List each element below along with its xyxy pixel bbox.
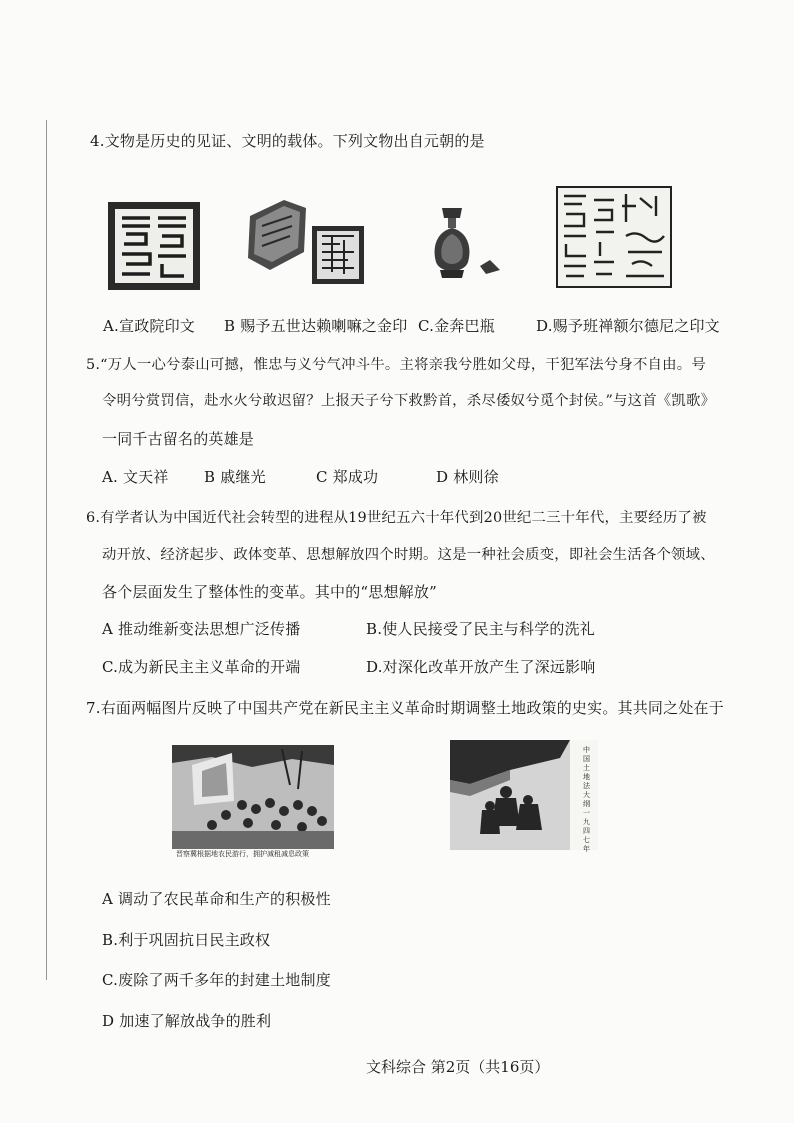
q6-line-3: 各个层面发生了整体性的变革。其中的“思想解放”: [102, 583, 437, 601]
q5-line-1: 5.“万人一心兮泰山可撼，惟忠与义兮气冲斗牛。主将亲我兮胜如父母，干犯军法兮身不自由。号: [86, 357, 706, 373]
q4-stem: 4.文物是历史的见证、文明的载体。下列文物出自元朝的是: [90, 132, 485, 150]
q4-option-a: A.宣政院印文: [103, 317, 196, 335]
q7-option-a: A 调动了农民革命和生产的积极性: [102, 890, 331, 908]
q6-option-d: D.对深化改革开放产生了深远影响: [366, 658, 596, 676]
q5-line-2: 令明兮赏罚信，赴水火兮敢迟留？上报天子兮下救黔首，杀尽倭奴兮觅个封侯。”与这首《凯歌》: [102, 393, 716, 409]
artifact-seal-a-image: [106, 200, 202, 292]
q6-line-1: 6.有学者认为中国近代社会转型的进程从19世纪五六十年代到20世纪二三十年代，主要经历了被: [86, 510, 707, 526]
q7-photo-2-caption: 中国土地法大纲 一九四七年: [583, 746, 590, 853]
page-footer: 文科综合 第2页（共16页）: [366, 1058, 550, 1076]
artifact-inscription-image: [556, 186, 672, 288]
q7-option-c: C.废除了两千多年的封建土地制度: [102, 971, 331, 989]
q6-option-b: B.使人民接受了民主与科学的洗礼: [366, 620, 595, 638]
q5-line-3: 一同千古留名的英雄是: [102, 430, 255, 448]
artifact-vase-image: [428, 204, 504, 286]
q4-option-d: D.赐予班禅额尔德尼之印文: [536, 317, 720, 335]
q7-photo-2-image: [450, 740, 598, 853]
margin-line: [46, 120, 47, 980]
q7-option-d: D 加速了解放战争的胜利: [102, 1012, 272, 1030]
q5-option-d: D 林则徐: [436, 468, 499, 486]
q4-option-b: B 赐予五世达赖喇嘛之金印: [224, 317, 408, 335]
q7-photo-1-caption: 晋察冀根据地农民游行，拥护减租减息政策: [176, 850, 309, 858]
artifact-gold-seal-image: [240, 192, 370, 292]
q5-option-b: B 戚继光: [204, 468, 266, 486]
q5-option-c: C 郑成功: [316, 468, 379, 486]
q7-stem: 7.右面两幅图片反映了中国共产党在新民主主义革命时期调整土地政策的史实。其共同之处在于: [86, 699, 724, 717]
q7-option-b: B.利于巩固抗日民主政权: [102, 931, 271, 949]
q6-option-a: A 推动维新变法思想广泛传播: [102, 620, 301, 638]
q6-option-c: C.成为新民主主义革命的开端: [102, 658, 301, 676]
q7-photo-1-image: [172, 745, 334, 859]
q4-option-c: C.金奔巴瓶: [418, 317, 495, 335]
q5-option-a: A. 文天祥: [102, 468, 169, 486]
q6-line-2: 动开放、经济起步、政体变革、思想解放四个时期。这是一种社会质变，即社会生活各个领域、: [102, 547, 715, 563]
